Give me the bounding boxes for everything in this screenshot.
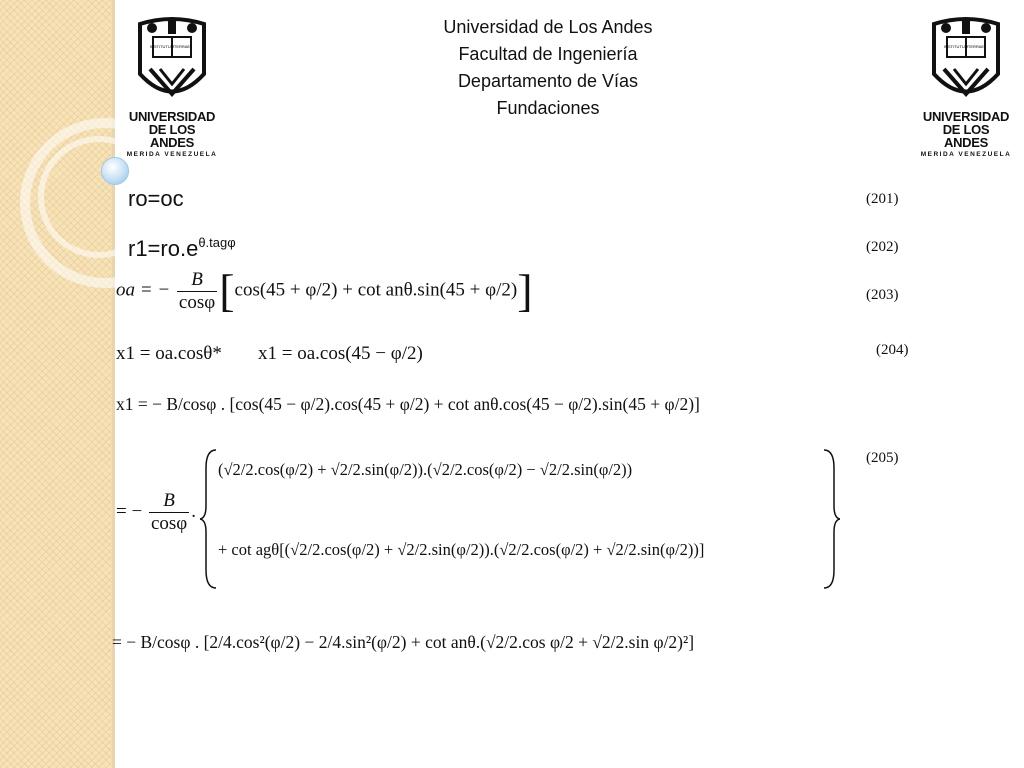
eqnum-202: (202) xyxy=(866,239,899,255)
header-course: Fundaciones xyxy=(496,98,600,118)
header-university: Universidad de Los Andes xyxy=(443,17,653,37)
eq-r1-exponent: θ.tagφ xyxy=(198,235,236,250)
eq-205-top-line: (√2/2.cos(φ/2) + √2/2.sin(φ/2)).(√2/2.cos(φ/2) − √2/2.sin(φ/2)) xyxy=(218,460,633,479)
eq-r1 xyxy=(128,235,236,262)
fraction-b-over-cosphi: $\frac{B}{\cos\varphi}$ xyxy=(178,268,216,313)
logo-name-line2: DE LOS ANDES xyxy=(148,122,196,150)
eq-x1-definition xyxy=(116,343,222,365)
decorative-sidebar xyxy=(0,0,113,768)
eq-oa-body: cos(45 + φ/2) + cot anθ.sin(45 + φ/2) xyxy=(234,279,518,301)
eq-oa-lhs: oa = − xyxy=(116,279,171,301)
eq-final: = − B/cosφ . [2/4.cos²(φ/2) − 2/4.sin²(φ/2) + cot anθ.(√2/2.cos φ/2 + √2/2.sin φ/2)²] xyxy=(112,632,695,652)
logo-name-line1: UNIVERSIDAD xyxy=(922,109,1010,124)
eq-r1-base: r1=ro.e xyxy=(128,236,199,261)
seal-book-right-text: TERRAE xyxy=(967,44,985,49)
eq-ro-oc: ro=oc xyxy=(128,186,184,211)
university-seal-icon xyxy=(924,14,1008,110)
logo-name-line1: UNIVERSIDAD xyxy=(128,109,216,124)
fraction-b-over-cosphi-205: $\frac{B}{\cos\varphi}$ xyxy=(150,490,188,534)
brace-205 xyxy=(200,448,840,590)
eqnum-204: (204) xyxy=(876,342,909,358)
seal-book-left-text: INSTITUTUM xyxy=(943,44,969,49)
eqnum-203: (203) xyxy=(866,287,899,303)
eq-oa: oa = − $\frac{B}{\cos\varphi}$ [cos(45 + φ/2) + cot anθ.sin(45 + φ/2)] xyxy=(116,265,533,316)
eq-x1-expanded xyxy=(116,394,700,415)
eq-x1-definition-2 xyxy=(258,343,423,365)
logo-location: MERIDA VENEZUELA xyxy=(920,151,1012,158)
eq-205-bottom-line: + cot agθ[(√2/2.cos(φ/2) + √2/2.sin(φ/2)).(√2/2.cos(φ/2) + √2/2.sin(φ/2))] xyxy=(218,540,705,559)
header-faculty: Facultad de Ingeniería xyxy=(458,44,638,64)
seal-book-right-text: TERRAE xyxy=(173,44,191,49)
eqnum-205: (205) xyxy=(866,450,899,466)
slide-header xyxy=(360,14,736,122)
eq-x1-cos-theta: x1 = oa.cosθ* xyxy=(116,343,222,364)
eqnum-201: (201) xyxy=(866,191,899,207)
eq-x1-expanded-text: x1 = − B/cosφ . [cos(45 − φ/2).cos(45 + φ/2) + cot anθ.cos(45 − φ/2).sin(45 + φ/2)] xyxy=(116,394,700,414)
eq-x1-cos-45: x1 = oa.cos(45 − φ/2) xyxy=(258,343,423,364)
eq-205-prefix: = − $\frac{B}{\cos\varphi}$ . xyxy=(116,490,196,534)
university-logo-right xyxy=(920,14,1012,158)
logo-name-line2: DE LOS ANDES xyxy=(942,122,990,150)
university-logo-left xyxy=(126,14,218,158)
seal-book-left-text: INSTITUTUM xyxy=(149,44,175,49)
header-department: Departamento de Vías xyxy=(457,71,639,91)
decorative-bullet-dot xyxy=(101,157,129,185)
university-seal-icon xyxy=(130,14,214,110)
logo-location: MERIDA VENEZUELA xyxy=(126,151,218,158)
